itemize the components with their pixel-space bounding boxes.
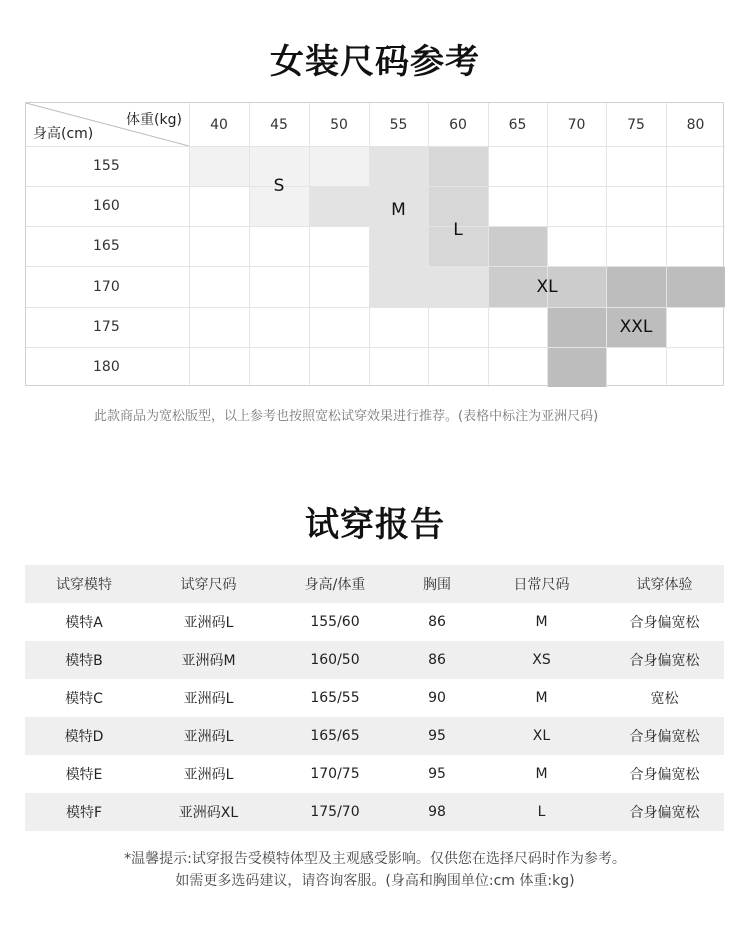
table-cell: 86 — [428, 652, 446, 668]
table-cell: 模特F — [65, 805, 103, 821]
weight-header: 80 — [686, 116, 705, 133]
table-cell: 亚洲码L — [183, 729, 234, 745]
weight-header: 65 — [508, 116, 527, 133]
size-chart-grid — [25, 102, 724, 386]
table-cell: 模特D — [64, 729, 104, 745]
weight-header: 40 — [210, 116, 228, 133]
column-header: 试穿尺码 — [180, 577, 237, 593]
weight-header: 45 — [270, 116, 288, 133]
fit-table-header — [25, 565, 724, 603]
table-cell: 170/75 — [310, 766, 360, 782]
table-cell: 160/50 — [310, 652, 360, 668]
weight-axis-label: 体重(kg) — [126, 112, 182, 128]
column-header: 试穿体验 — [636, 577, 693, 593]
height-header: 180 — [93, 359, 120, 375]
height-header: 160 — [93, 198, 120, 214]
size-label-l: L — [453, 220, 463, 240]
column-header: 胸围 — [423, 577, 451, 593]
table-cell: 模特A — [65, 615, 103, 631]
height-header: 155 — [93, 158, 120, 174]
table-cell: L — [537, 804, 546, 820]
table-cell: 合身偏宽松 — [629, 653, 700, 669]
table-row — [25, 717, 724, 755]
weight-header: 55 — [389, 116, 408, 133]
size-zone-l — [428, 146, 488, 266]
table-cell: 亚洲码L — [183, 691, 234, 707]
table-cell: XS — [532, 652, 551, 668]
table-cell: 宽松 — [650, 691, 679, 707]
column-header: 身高/体重 — [304, 577, 366, 593]
table-cell: 合身偏宽松 — [629, 767, 700, 783]
table-cell: 165/55 — [310, 690, 360, 706]
table-cell: 亚洲码L — [183, 615, 234, 631]
table-cell: 模特B — [65, 653, 103, 669]
weight-header: 50 — [330, 116, 348, 133]
table-cell: 90 — [428, 690, 446, 706]
table-cell: 合身偏宽松 — [629, 729, 700, 745]
table-cell: 95 — [428, 766, 446, 782]
height-header: 165 — [93, 238, 120, 254]
table-cell: 亚洲码M — [181, 653, 236, 669]
table-row — [25, 793, 724, 831]
size-label-s: S — [273, 176, 285, 196]
table-cell: 98 — [428, 804, 446, 820]
table-cell: 亚洲码L — [183, 767, 234, 783]
footer-contact: 如需更多选码建议，请咨询客服。(身高和胸围单位:cm 体重:kg) — [175, 873, 575, 889]
size-chart-title: 女装尺码参考 — [270, 42, 480, 82]
table-cell: M — [535, 766, 548, 782]
weight-header: 75 — [627, 116, 645, 133]
table-cell: 模特C — [65, 691, 103, 707]
weight-header: 60 — [449, 116, 467, 133]
table-row — [25, 679, 724, 717]
table-cell: 155/60 — [310, 614, 360, 630]
fit-report-title: 试穿报告 — [305, 505, 445, 545]
table-cell: XL — [532, 728, 551, 744]
table-row — [25, 755, 724, 793]
height-header: 170 — [93, 278, 120, 295]
table-cell: 合身偏宽松 — [629, 615, 700, 631]
table-cell: 亚洲码XL — [178, 805, 239, 821]
height-header: 175 — [93, 319, 120, 335]
column-header: 日常尺码 — [513, 577, 570, 593]
table-cell: 模特E — [65, 767, 103, 783]
fit-report-table — [25, 565, 724, 830]
height-axis-label: 身高(cm) — [33, 126, 94, 142]
column-header: 试穿模特 — [56, 577, 112, 593]
size-zone-xxl — [547, 347, 606, 387]
table-row — [25, 641, 724, 679]
table-cell: 合身偏宽松 — [629, 805, 700, 821]
table-cell: 165/65 — [310, 728, 360, 744]
weight-header: 70 — [567, 116, 586, 133]
size-chart-note: 此款商品为宽松版型，以上参考也按照宽松试穿效果进行推荐。(表格中标注为亚洲尺码) — [94, 409, 599, 424]
table-row — [25, 603, 724, 641]
table-cell: 95 — [428, 728, 446, 744]
table-cell: M — [535, 690, 548, 706]
size-label-xl: XL — [536, 276, 558, 297]
size-label-xxl: XXL — [619, 317, 653, 337]
size-label-m: M — [391, 200, 406, 220]
table-cell: 86 — [428, 614, 446, 630]
table-cell: M — [535, 614, 548, 630]
table-cell: 175/70 — [310, 804, 360, 820]
size-zone-m — [369, 226, 428, 266]
footer-tip: *温馨提示:试穿报告受模特体型及主观感受影响。仅供您在选择尺码时作为参考。 — [124, 851, 626, 867]
